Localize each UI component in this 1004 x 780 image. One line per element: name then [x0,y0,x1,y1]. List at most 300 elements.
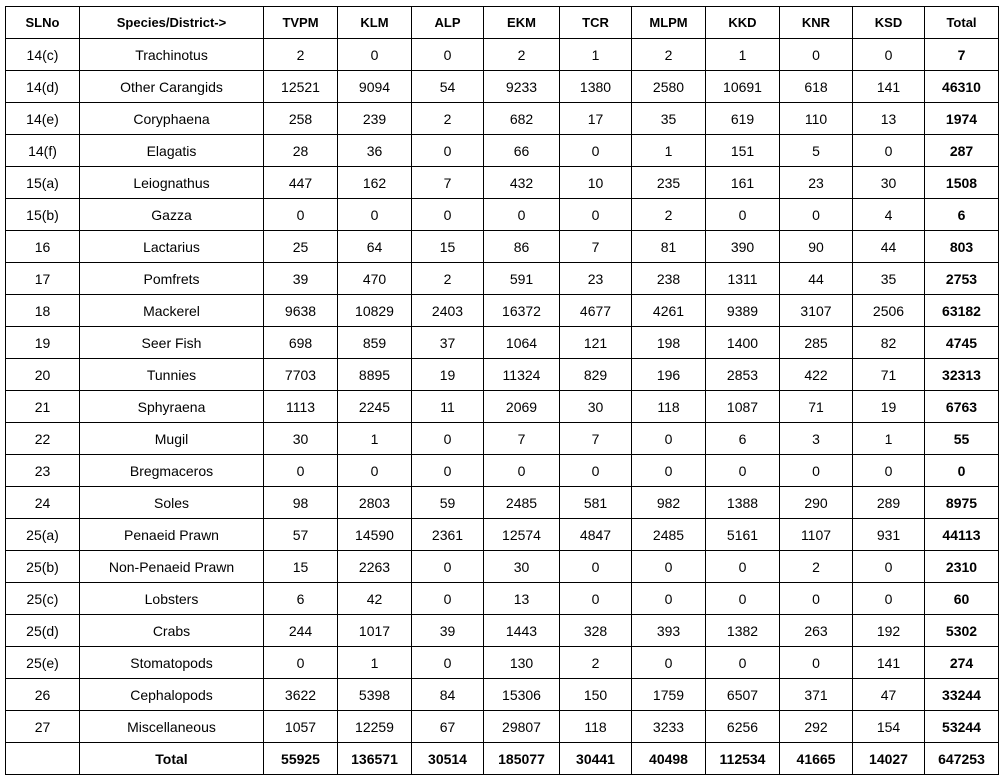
cell-knr: 2 [780,551,853,583]
cell-tcr: 118 [560,711,632,743]
cell-kkd: 0 [706,583,780,615]
table-row [6,39,999,71]
table-row [6,231,999,263]
cell-tcr: 10 [560,167,632,199]
total-cell-tcr: 30441 [560,743,632,775]
cell-ksd: 141 [853,71,925,103]
cell-ksd: 2506 [853,295,925,327]
cell-tcr: 0 [560,455,632,487]
cell-alp: 0 [412,135,484,167]
cell-mlpm: 2 [632,199,706,231]
cell-slno: 15(b) [6,199,80,231]
cell-ekm: 591 [484,263,560,295]
header-row [6,7,999,39]
cell-klm: 2803 [338,487,412,519]
cell-tcr: 0 [560,199,632,231]
cell-slno: 14(f) [6,135,80,167]
cell-ksd: 0 [853,135,925,167]
table-row [6,103,999,135]
cell-row-total: 1508 [925,167,999,199]
cell-kkd: 619 [706,103,780,135]
cell-ekm: 0 [484,455,560,487]
cell-ksd: 154 [853,711,925,743]
header-tcr: TCR [560,7,632,39]
cell-ekm: 2485 [484,487,560,519]
cell-ekm: 12574 [484,519,560,551]
cell-tcr: 1 [560,39,632,71]
cell-tvpm: 9638 [264,295,338,327]
cell-species: Mackerel [80,295,264,327]
cell-ekm: 1064 [484,327,560,359]
cell-slno: 14(e) [6,103,80,135]
cell-ekm: 0 [484,199,560,231]
cell-species: Miscellaneous [80,711,264,743]
total-cell-grand-total: 647253 [925,743,999,775]
total-cell-ekm: 185077 [484,743,560,775]
cell-tvpm: 258 [264,103,338,135]
cell-ekm: 1443 [484,615,560,647]
table-row [6,455,999,487]
cell-kkd: 1 [706,39,780,71]
cell-species: Lactarius [80,231,264,263]
cell-row-total: 33244 [925,679,999,711]
cell-species: Pomfrets [80,263,264,295]
cell-alp: 2361 [412,519,484,551]
cell-ksd: 192 [853,615,925,647]
cell-tcr: 17 [560,103,632,135]
cell-row-total: 6763 [925,391,999,423]
cell-kkd: 0 [706,647,780,679]
cell-row-total: 32313 [925,359,999,391]
cell-tcr: 4677 [560,295,632,327]
cell-alp: 0 [412,455,484,487]
cell-slno: 21 [6,391,80,423]
header-total: Total [925,7,999,39]
cell-mlpm: 118 [632,391,706,423]
cell-mlpm: 3233 [632,711,706,743]
cell-mlpm: 35 [632,103,706,135]
cell-kkd: 1311 [706,263,780,295]
cell-mlpm: 81 [632,231,706,263]
cell-ekm: 9233 [484,71,560,103]
cell-tvpm: 15 [264,551,338,583]
cell-klm: 239 [338,103,412,135]
cell-knr: 0 [780,583,853,615]
cell-klm: 0 [338,455,412,487]
cell-row-total: 2310 [925,551,999,583]
cell-slno: 16 [6,231,80,263]
cell-klm: 1017 [338,615,412,647]
cell-species: Elagatis [80,135,264,167]
cell-ksd: 47 [853,679,925,711]
cell-alp: 19 [412,359,484,391]
cell-species: Leiognathus [80,167,264,199]
cell-species: Sphyraena [80,391,264,423]
cell-ekm: 13 [484,583,560,615]
cell-row-total: 5302 [925,615,999,647]
cell-knr: 5 [780,135,853,167]
cell-alp: 54 [412,71,484,103]
cell-mlpm: 0 [632,551,706,583]
table-row [6,487,999,519]
cell-mlpm: 2485 [632,519,706,551]
cell-slno: 25(d) [6,615,80,647]
table-row [6,423,999,455]
cell-tcr: 150 [560,679,632,711]
cell-mlpm: 0 [632,423,706,455]
cell-mlpm: 982 [632,487,706,519]
table-row [6,71,999,103]
cell-kkd: 0 [706,199,780,231]
cell-kkd: 390 [706,231,780,263]
cell-row-total: 44113 [925,519,999,551]
cell-klm: 9094 [338,71,412,103]
cell-slno: 14(d) [6,71,80,103]
cell-knr: 263 [780,615,853,647]
cell-row-total: 8975 [925,487,999,519]
cell-row-total: 803 [925,231,999,263]
cell-tvpm: 98 [264,487,338,519]
cell-ekm: 29807 [484,711,560,743]
cell-mlpm: 238 [632,263,706,295]
cell-ksd: 0 [853,39,925,71]
cell-klm: 470 [338,263,412,295]
cell-tvpm: 0 [264,199,338,231]
cell-tvpm: 244 [264,615,338,647]
cell-ksd: 289 [853,487,925,519]
cell-species: Non-Penaeid Prawn [80,551,264,583]
table-row [6,519,999,551]
cell-species: Cephalopods [80,679,264,711]
cell-ksd: 71 [853,359,925,391]
cell-tvpm: 2 [264,39,338,71]
cell-mlpm: 2580 [632,71,706,103]
cell-tvpm: 25 [264,231,338,263]
cell-row-total: 274 [925,647,999,679]
cell-knr: 110 [780,103,853,135]
table-row [6,615,999,647]
cell-tcr: 0 [560,135,632,167]
header-knr: KNR [780,7,853,39]
cell-slno: 26 [6,679,80,711]
cell-alp: 0 [412,199,484,231]
cell-tcr: 121 [560,327,632,359]
cell-klm: 0 [338,199,412,231]
fish-catch-table [5,6,999,775]
cell-tvpm: 1113 [264,391,338,423]
cell-slno: 25(b) [6,551,80,583]
header-klm: KLM [338,7,412,39]
cell-ksd: 35 [853,263,925,295]
table-row [6,391,999,423]
cell-tcr: 7 [560,423,632,455]
cell-ksd: 19 [853,391,925,423]
cell-ksd: 30 [853,167,925,199]
cell-species: Tunnies [80,359,264,391]
cell-ekm: 432 [484,167,560,199]
cell-row-total: 287 [925,135,999,167]
total-cell-mlpm: 40498 [632,743,706,775]
cell-row-total: 6 [925,199,999,231]
cell-ksd: 1 [853,423,925,455]
cell-mlpm: 196 [632,359,706,391]
cell-klm: 859 [338,327,412,359]
cell-kkd: 10691 [706,71,780,103]
cell-knr: 290 [780,487,853,519]
cell-slno: 25(e) [6,647,80,679]
table-row [6,551,999,583]
cell-tvpm: 12521 [264,71,338,103]
cell-knr: 71 [780,391,853,423]
cell-knr: 292 [780,711,853,743]
table-body [6,39,999,743]
cell-ekm: 682 [484,103,560,135]
cell-kkd: 9389 [706,295,780,327]
total-cell-ksd: 14027 [853,743,925,775]
total-label: Total [80,743,264,775]
cell-tvpm: 57 [264,519,338,551]
total-row [6,743,999,775]
cell-klm: 64 [338,231,412,263]
cell-kkd: 6507 [706,679,780,711]
table-row [6,295,999,327]
cell-slno: 25(c) [6,583,80,615]
cell-knr: 371 [780,679,853,711]
cell-alp: 0 [412,647,484,679]
header-tvpm: TVPM [264,7,338,39]
cell-kkd: 161 [706,167,780,199]
cell-knr: 0 [780,647,853,679]
cell-kkd: 6256 [706,711,780,743]
cell-mlpm: 0 [632,647,706,679]
cell-klm: 14590 [338,519,412,551]
table-row [6,327,999,359]
cell-mlpm: 2 [632,39,706,71]
cell-mlpm: 0 [632,583,706,615]
cell-slno: 24 [6,487,80,519]
cell-slno: 18 [6,295,80,327]
cell-species: Lobsters [80,583,264,615]
cell-row-total: 0 [925,455,999,487]
cell-ksd: 141 [853,647,925,679]
cell-species: Bregmaceros [80,455,264,487]
cell-kkd: 151 [706,135,780,167]
cell-tvpm: 0 [264,647,338,679]
cell-tvpm: 0 [264,455,338,487]
cell-alp: 59 [412,487,484,519]
header-mlpm: MLPM [632,7,706,39]
cell-kkd: 1400 [706,327,780,359]
cell-species: Gazza [80,199,264,231]
total-cell-tvpm: 55925 [264,743,338,775]
cell-ekm: 30 [484,551,560,583]
cell-alp: 0 [412,551,484,583]
cell-alp: 2 [412,263,484,295]
cell-klm: 162 [338,167,412,199]
table-row [6,167,999,199]
cell-tvpm: 6 [264,583,338,615]
cell-tvpm: 28 [264,135,338,167]
cell-ksd: 0 [853,551,925,583]
cell-species: Penaeid Prawn [80,519,264,551]
cell-kkd: 2853 [706,359,780,391]
cell-alp: 67 [412,711,484,743]
cell-klm: 12259 [338,711,412,743]
cell-tcr: 328 [560,615,632,647]
cell-tvpm: 447 [264,167,338,199]
cell-alp: 11 [412,391,484,423]
cell-knr: 618 [780,71,853,103]
cell-klm: 36 [338,135,412,167]
cell-species: Seer Fish [80,327,264,359]
cell-kkd: 5161 [706,519,780,551]
cell-ekm: 15306 [484,679,560,711]
total-cell-slno [6,743,80,775]
cell-knr: 90 [780,231,853,263]
cell-kkd: 6 [706,423,780,455]
cell-klm: 2245 [338,391,412,423]
cell-slno: 27 [6,711,80,743]
cell-kkd: 0 [706,551,780,583]
cell-tvpm: 30 [264,423,338,455]
cell-ekm: 7 [484,423,560,455]
header-alp: ALP [412,7,484,39]
cell-slno: 19 [6,327,80,359]
cell-mlpm: 198 [632,327,706,359]
cell-tvpm: 7703 [264,359,338,391]
cell-tcr: 829 [560,359,632,391]
total-cell-knr: 41665 [780,743,853,775]
cell-slno: 22 [6,423,80,455]
cell-ksd: 82 [853,327,925,359]
cell-knr: 1107 [780,519,853,551]
cell-row-total: 60 [925,583,999,615]
cell-klm: 8895 [338,359,412,391]
cell-tcr: 581 [560,487,632,519]
table-row [6,679,999,711]
cell-tcr: 4847 [560,519,632,551]
cell-knr: 0 [780,39,853,71]
cell-klm: 10829 [338,295,412,327]
cell-klm: 5398 [338,679,412,711]
cell-ekm: 16372 [484,295,560,327]
cell-ekm: 11324 [484,359,560,391]
cell-species: Trachinotus [80,39,264,71]
cell-klm: 1 [338,423,412,455]
header-slno: SLNo [6,7,80,39]
cell-row-total: 1974 [925,103,999,135]
total-cell-klm: 136571 [338,743,412,775]
cell-ekm: 130 [484,647,560,679]
cell-species: Coryphaena [80,103,264,135]
cell-alp: 15 [412,231,484,263]
cell-tcr: 0 [560,583,632,615]
cell-species: Stomatopods [80,647,264,679]
total-cell-alp: 30514 [412,743,484,775]
cell-species: Crabs [80,615,264,647]
cell-tvpm: 3622 [264,679,338,711]
cell-slno: 15(a) [6,167,80,199]
header-ksd: KSD [853,7,925,39]
cell-species: Soles [80,487,264,519]
cell-tcr: 23 [560,263,632,295]
cell-ksd: 0 [853,583,925,615]
cell-ksd: 931 [853,519,925,551]
cell-slno: 23 [6,455,80,487]
cell-knr: 422 [780,359,853,391]
cell-tcr: 7 [560,231,632,263]
cell-kkd: 1087 [706,391,780,423]
cell-alp: 37 [412,327,484,359]
cell-ekm: 2 [484,39,560,71]
header-kkd: KKD [706,7,780,39]
cell-alp: 84 [412,679,484,711]
cell-knr: 3 [780,423,853,455]
table-row [6,711,999,743]
cell-knr: 285 [780,327,853,359]
cell-alp: 2403 [412,295,484,327]
cell-alp: 39 [412,615,484,647]
cell-tcr: 0 [560,551,632,583]
cell-row-total: 4745 [925,327,999,359]
cell-mlpm: 4261 [632,295,706,327]
cell-row-total: 2753 [925,263,999,295]
cell-species: Other Carangids [80,71,264,103]
cell-ksd: 13 [853,103,925,135]
cell-klm: 2263 [338,551,412,583]
table-row [6,359,999,391]
table-row [6,135,999,167]
cell-alp: 0 [412,583,484,615]
cell-mlpm: 1 [632,135,706,167]
cell-klm: 0 [338,39,412,71]
cell-alp: 0 [412,423,484,455]
cell-row-total: 55 [925,423,999,455]
table-row [6,583,999,615]
cell-row-total: 53244 [925,711,999,743]
cell-knr: 0 [780,199,853,231]
cell-tvpm: 39 [264,263,338,295]
cell-kkd: 0 [706,455,780,487]
cell-knr: 23 [780,167,853,199]
cell-mlpm: 393 [632,615,706,647]
cell-row-total: 46310 [925,71,999,103]
cell-mlpm: 0 [632,455,706,487]
cell-alp: 2 [412,103,484,135]
cell-alp: 7 [412,167,484,199]
cell-alp: 0 [412,39,484,71]
cell-slno: 17 [6,263,80,295]
cell-klm: 42 [338,583,412,615]
table-row [6,647,999,679]
cell-slno: 20 [6,359,80,391]
cell-tvpm: 698 [264,327,338,359]
cell-klm: 1 [338,647,412,679]
cell-species: Mugil [80,423,264,455]
cell-ekm: 2069 [484,391,560,423]
cell-knr: 0 [780,455,853,487]
cell-tcr: 1380 [560,71,632,103]
cell-slno: 25(a) [6,519,80,551]
cell-ekm: 86 [484,231,560,263]
total-cell-kkd: 112534 [706,743,780,775]
header-ekm: EKM [484,7,560,39]
cell-mlpm: 235 [632,167,706,199]
cell-knr: 3107 [780,295,853,327]
cell-ekm: 66 [484,135,560,167]
cell-mlpm: 1759 [632,679,706,711]
cell-slno: 14(c) [6,39,80,71]
